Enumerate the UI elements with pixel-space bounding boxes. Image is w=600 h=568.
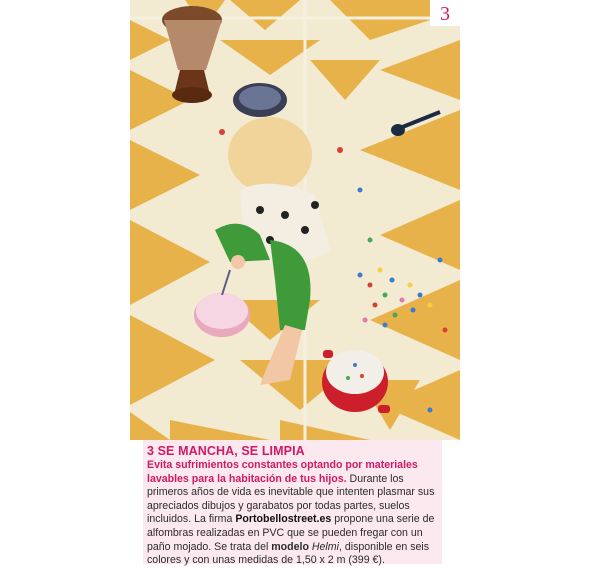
caption-body: [147, 459, 438, 568]
product-photo: [130, 0, 460, 440]
caption-text-2: propone una serie de alfombras realizadas en PVC que se pueden fregar con un paño mojado. Se trata del: [147, 513, 435, 553]
caption-lead: Evita sufrimientos constantes optando por materiales lavables para la habitación de tus hijos.: [147, 459, 418, 485]
rug-scene-illustration: [130, 0, 460, 440]
caption-box: [143, 440, 442, 567]
model-name: Helmi: [311, 540, 339, 553]
page-number-badge: 3: [430, 0, 460, 26]
model-label: modelo: [271, 540, 309, 553]
caption-text-3: , disponible en seis colores y con unas medidas de 1,50 x 2 m (399 €).: [147, 540, 430, 567]
caption-heading: 3 SE MANCHA, SE LIMPIA: [147, 444, 305, 458]
caption-text-1: Durante los primeros años de vida es inevitable que intenten plasmar sus apreciados dibujos y garabatos por todas partes, suelos incluidos. La firma: [147, 472, 435, 526]
brand-name: Portobellostreet.es: [235, 513, 332, 526]
